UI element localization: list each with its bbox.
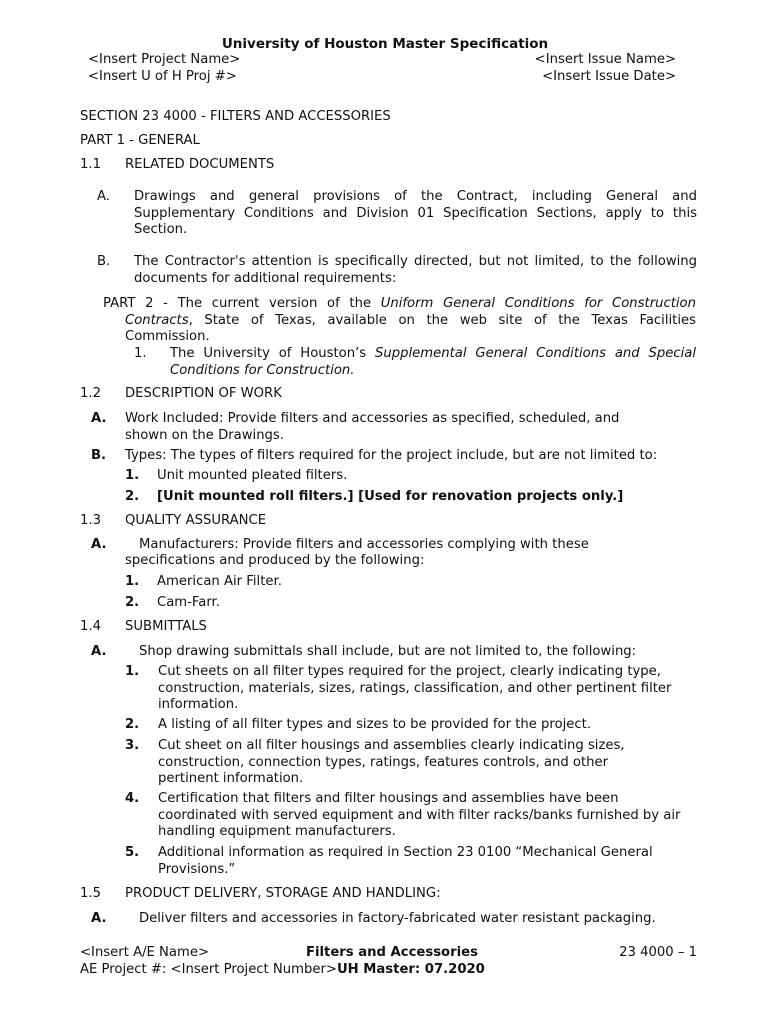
item-1-5-A-label: A.	[91, 911, 107, 926]
header-issue-name: <Insert Issue Name>	[534, 52, 676, 67]
header-row-1	[88, 52, 676, 67]
item-1-1-B-text: The Contractor's attention is specifically directed, but not limited, to the following documents for additional requirements:	[134, 254, 697, 286]
item-1-2-B-label: B.	[91, 448, 107, 463]
item-1-2-A-text: Work Included: Provide filters and accessories as specified, scheduled, and shown on the Drawings.	[125, 411, 620, 443]
submittal-item-text: Additional information as required in Section 23 0100 “Mechanical General Provisions.”	[158, 845, 653, 877]
submittal-item-label: 4.	[125, 791, 140, 806]
submittal-item-text: Cut sheets on all filter types required for the project, clearly indicating type, construction, materials, sizes, ratings, classification, and other pertinent filter information.	[158, 664, 672, 712]
item-1-3-A-line2: specifications and produced by the following:	[125, 553, 425, 568]
header-issue-date: <Insert Issue Date>	[542, 69, 676, 84]
header-title: University of Houston Master Specification	[221, 36, 549, 52]
part-2-paragraph	[103, 296, 696, 346]
item-1-2-B2-text: [Unit mounted roll filters.] [Used for renovation projects only.]	[157, 489, 624, 504]
item-1-3-A2-text: Cam-Farr.	[157, 595, 220, 610]
submittal-item-label: 5.	[125, 845, 140, 860]
footer-ae-name: <Insert A/E Name>	[80, 945, 210, 960]
item-1-2-B-text: Types: The types of filters required for the project include, but are not limited to:	[125, 448, 658, 463]
section-1-4-number: 1.4	[80, 619, 101, 634]
section-1-5-number: 1.5	[80, 886, 101, 901]
item-1-3-A1-text: American Air Filter.	[157, 574, 282, 589]
part-2-item-1-text	[170, 346, 696, 379]
item-1-3-A-label: A.	[91, 537, 107, 552]
submittal-item-label: 1.	[125, 664, 140, 679]
header-row-2	[88, 69, 676, 84]
section-1-2-number: 1.2	[80, 386, 101, 401]
item-1-3-A2-label: 2.	[125, 595, 140, 610]
item-1-2-B1-label: 1.	[125, 468, 140, 483]
submittal-item-text: Certification that filters and filter housings and assemblies have been coordinated with served equipment and with filter racks/banks furnished by air handling equipment manufacturers.	[158, 791, 681, 839]
part-2-text-pre: The current version of the	[177, 296, 381, 311]
section-1-3-number: 1.3	[80, 513, 101, 528]
part-2-text-post: , State of Texas, available on the web site of the Texas Facilities Commission.	[125, 312, 696, 344]
item-1-4-A-text: Shop drawing submittals shall include, but are not limited to, the following:	[139, 644, 637, 659]
item-1-1-B-label: B.	[97, 254, 111, 269]
part-2-text-italic: Uniform General Conditions for Construction Contracts	[125, 296, 696, 328]
section-title: SECTION 23 4000 - FILTERS AND ACCESSORIES	[80, 109, 391, 124]
section-1-1-title: RELATED DOCUMENTS	[125, 157, 275, 172]
footer-ae-project: AE Project #: <Insert Project Number>	[80, 962, 337, 977]
header-project-name: <Insert Project Name>	[88, 52, 241, 67]
part-1-heading: PART 1 - GENERAL	[80, 133, 200, 148]
footer-row-2	[80, 962, 485, 979]
item-1-1-A-text: Drawings and general provisions of the Contract, including General and Supplementary Conditions and Division 01 Specification Sections, apply to this Section.	[134, 189, 697, 237]
item-1-1-A-label: A.	[97, 189, 110, 204]
section-1-3-title: QUALITY ASSURANCE	[125, 513, 267, 528]
part-2-item-1-label: 1.	[134, 346, 147, 361]
item-1-5-A-text: Deliver filters and accessories in factory-fabricated water resistant packaging.	[139, 911, 656, 926]
footer-page-number: 23 4000 – 1	[619, 945, 697, 960]
section-1-5-title: PRODUCT DELIVERY, STORAGE AND HANDLING:	[125, 886, 441, 901]
submittal-item-label: 2.	[125, 717, 140, 732]
item-1-3-A1-label: 1.	[125, 574, 140, 589]
part-2-item-1-italic: Supplemental General Conditions and Special Conditions for Construction.	[170, 346, 696, 378]
section-1-2-title: DESCRIPTION OF WORK	[125, 386, 282, 401]
section-1-4-title: SUBMITTALS	[125, 619, 207, 634]
footer-doc-title: Filters and Accessories	[306, 945, 478, 960]
part-2-prefix: PART 2 -	[103, 296, 178, 311]
item-1-2-A-label: A.	[91, 411, 107, 426]
section-1-1-number: 1.1	[80, 157, 101, 172]
part-2-item-1-pre: The University of Houston’s	[170, 346, 376, 361]
footer-uh-master: UH Master: 07.2020	[336, 962, 485, 977]
item-1-2-B1-text: Unit mounted pleated filters.	[157, 468, 348, 483]
header-proj-number: <Insert U of H Proj #>	[88, 69, 237, 84]
item-1-4-A-label: A.	[91, 644, 107, 659]
submittal-item-text: A listing of all filter types and sizes to be provided for the project.	[158, 717, 592, 732]
item-1-2-B2-label: 2.	[125, 489, 140, 504]
submittal-item-label: 3.	[125, 738, 140, 753]
submittal-item-text: Cut sheet on all filter housings and assemblies clearly indicating sizes, construction, connection types, ratings, features controls, and other pertinent information.	[158, 738, 625, 786]
item-1-3-A-line1: Manufacturers: Provide filters and accessories complying with these	[139, 537, 589, 552]
